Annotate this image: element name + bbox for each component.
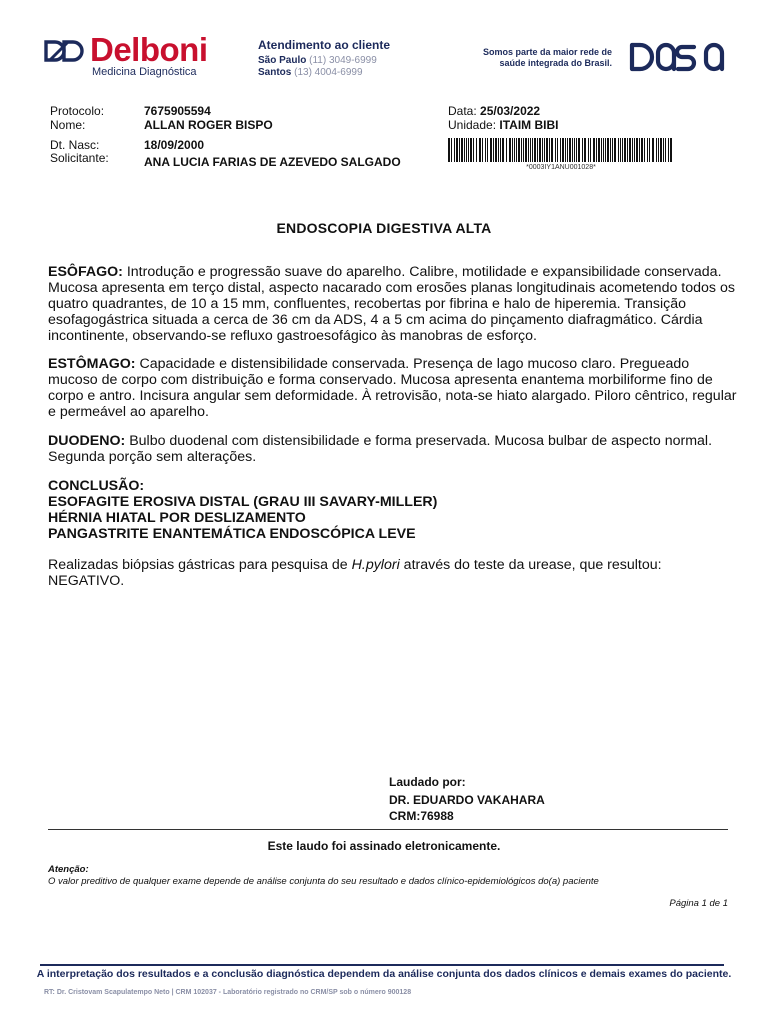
barcode-bar [549,138,550,162]
barcode-bar [576,138,577,162]
protocolo-value: 7675905594 [144,104,211,118]
barcode-bar [514,138,515,162]
divider-line [48,829,728,830]
unidade-value: ITAIM BIBI [499,118,559,132]
barcode-bar [470,138,472,162]
barcode-bar [670,138,672,162]
barcode-bar [620,138,621,162]
barcode-bar [596,138,597,162]
atencao-text: O valor preditivo de qualquer exame depende de análise conjunta do seu resultado e dados clínico-epidemiológicos do(a) paciente [48,876,599,887]
atencao-label: Atenção: [48,864,89,875]
nasc-value: 18/09/2000 [144,138,205,152]
barcode-bar [632,138,633,162]
brand-name: Delboni [90,31,208,68]
barcode-bar [588,138,589,162]
barcode-bar [530,138,531,162]
barcode-bar [448,138,450,162]
biopsia-text-pre: Realizadas biópsias gástricas para pesquisa de [48,557,352,573]
footer-disclaimer: A interpretação dos resultados e a conclusão diagnóstica dependem da análise conjunta dos dados clínicos e demais exames do paciente. [36,968,732,980]
barcode-bar [607,138,609,162]
barcode-bar [495,138,497,162]
barcode-bar [560,138,561,162]
dasa-tagline-line-1: Somos parte da maior rede de [482,47,612,57]
barcode-bar [479,138,481,162]
protocolo-label: Protocolo: [50,104,105,118]
barcode-bar [532,138,533,162]
duodeno-section [48,433,738,465]
doctor-name: DR. EDUARDO VAKAHARA [389,793,545,807]
barcode-bar [614,138,616,162]
barcode-bar [627,138,628,162]
barcode-bar [641,138,643,162]
barcode-bar [572,138,573,162]
barcode-bar [644,138,645,162]
barcode-bar [569,138,571,162]
barcode-bar [565,138,566,162]
santos-phone: (13) 4004-6999 [294,67,363,78]
data-field [448,104,540,118]
barcode-bar [473,138,474,162]
barcode-bar [624,138,626,162]
atendimento-title: Atendimento ao cliente [258,38,391,52]
barcode-bar [464,138,465,162]
footer-rt-info: RT: Dr. Cristovam Scapulatempo Neto | CRM 102037 - Laboratório registrado no CRM/SP sob o número 900128 [44,989,412,996]
barcode-bar [537,138,538,162]
barcode-bar [490,138,492,162]
data-label: Data: [448,104,477,118]
barcode-text: *0003IY1ANU001028* [526,164,596,171]
barcode-bar [622,138,623,162]
sao-paulo-city: São Paulo [258,55,307,66]
estomago-text: Capacidade e distensibilidade conservada. Presença de lago mucoso claro. Pregueado mucoso de corpo com distribuição e forma conservado. Mucosa apresenta enantema morbiliforme fino de corpo e antro. Incisura angular sem deformidade. À retrovisão, nota-se hiato alargado. Piloro cêntrico, regular e permeável ao aparelho. [48,356,737,420]
data-value: 25/03/2022 [480,104,541,118]
esofago-text: Introdução e progressão suave do aparelho. Calibre, motilidade e expansibilidade conservada. Mucosa apresenta em terço distal, aspecto nacarado com erosões planas longitudinais acometendo todos os quatro quadrantes, de 10 a 15 mm, confluentes, recobertas por fibrina e halo de hiperemia. Transição esofagogástrica situada a cerca de 36 cm da ADS, 4 a 5 cm acima do pinçamento diafragmático. Cárdia incontinente, observando-se refluxo gastroesofágico às manobras de esforço. [48,264,735,344]
conclusao-section [48,478,738,542]
biopsia-section [48,557,738,589]
barcode-bar [601,138,602,162]
barcode-bar [610,138,611,162]
brand-subtitle: Medicina Diagnóstica [92,66,197,78]
barcode-bar [663,138,664,162]
nome-value: ALLAN ROGER BISPO [144,118,273,132]
barcode-bar [485,138,486,162]
solicitante-value: ANA LUCIA FARIAS DE AZEVEDO SALGADO [144,155,401,169]
barcode-bar [493,138,494,162]
biopsia-text-post: através do teste da urease, que resultou: NEGATIVO. [48,557,662,589]
barcode-bar [582,138,583,162]
barcode-bar [649,138,650,162]
nasc-label: Dt. Nasc: [50,138,100,152]
barcode-bar [539,138,541,162]
barcode-bar [612,138,613,162]
barcode-bar [534,138,536,162]
barcode-bar [590,138,591,162]
barcode-bar [468,138,469,162]
barcode-bar [516,138,517,162]
barcode-bar [567,138,568,162]
unidade-field [448,118,559,132]
barcode-bar [512,138,513,162]
barcode-bar [652,138,654,162]
barcode-bar [605,138,606,162]
esofago-section [48,264,738,344]
sao-paulo-phone: (11) 3049-6999 [309,55,377,66]
barcode-image [448,138,674,162]
barcode-bar [451,138,452,162]
barcode-bar [459,138,460,162]
estomago-label: ESTÔMAGO: [48,356,136,372]
unidade-label: Unidade: [448,118,497,132]
barcode-bar [574,138,575,162]
dasa-tagline-line-2: saúde integrada do Brasil. [499,58,612,68]
barcode-bar [476,138,477,162]
doctor-crm: CRM:76988 [389,809,454,823]
laudado-label: Laudado por: [389,775,466,789]
barcode-bar [456,138,458,162]
barcode-bar [636,138,638,162]
barcode-bar [660,138,662,162]
barcode-bar [665,138,666,162]
signed-notice: Este laudo foi assinado eletronicamente. [267,839,501,853]
barcode-bar [668,138,669,162]
biopsia-organism: H.pylori [351,557,400,573]
barcode-bar [618,138,619,162]
barcode-bar [656,138,657,162]
conclusao-label: CONCLUSÃO: [48,478,145,494]
delboni-logo-icon [44,40,84,62]
barcode-bar [461,138,463,162]
barcode-bar [598,138,600,162]
duodeno-label: DUODENO: [48,433,126,449]
barcode-bar [658,138,659,162]
barcode-bar [603,138,604,162]
estomago-section [48,356,738,420]
barcode-bar [542,138,543,162]
conclusao-item-2: HÉRNIA HIATAL POR DESLIZAMENTO [48,510,306,526]
page-number: Página 1 de 1 [669,898,728,909]
dasa-tagline [462,47,612,69]
barcode-bar [639,138,640,162]
dasa-logo-icon [628,41,726,73]
barcode-bar [518,138,520,162]
barcode-bar [546,138,548,162]
barcode-bar [506,138,507,162]
barcode-bar [500,138,501,162]
barcode-bar [487,138,488,162]
barcode-bar [454,138,455,162]
barcode-bar [562,138,564,162]
solicitante-label: Solicitante: [50,151,109,165]
barcode-bar [555,138,556,162]
barcode-bar [498,138,499,162]
barcode-bar [502,138,504,162]
nome-label: Nome: [50,118,86,132]
barcode-bar [544,138,545,162]
santos-phone-line [258,67,363,79]
sao-paulo-phone-line [258,55,377,67]
barcode-bar [466,138,467,162]
barcode-bar [578,138,580,162]
barcode-bar [647,138,648,162]
barcode-bar [528,138,529,162]
barcode-bar [629,138,631,162]
esofago-label: ESÔFAGO: [48,264,123,280]
barcode-bar [509,138,511,162]
conclusao-item-1: ESOFAGITE EROSIVA DISTAL (GRAU III SAVARY-MILLER) [48,494,438,510]
santos-city: Santos [258,67,292,78]
barcode-bar [557,138,558,162]
duodeno-text: Bulbo duodenal com distensibilidade e forma preservada. Mucosa bulbar de aspecto normal. Segunda porção sem alterações. [48,433,713,465]
report-title: ENDOSCOPIA DIGESTIVA ALTA [276,220,492,236]
barcode-bar [482,138,483,162]
barcode-bar [523,138,524,162]
barcode-bar [584,138,586,162]
barcode-bar [551,138,553,162]
barcode-bar [593,138,595,162]
barcode-bar [521,138,522,162]
barcode-bar [634,138,635,162]
barcode-bar [525,138,527,162]
footer-divider-line [40,964,724,966]
conclusao-item-3: PANGASTRITE ENANTEMÁTICA ENDOSCÓPICA LEVE [48,526,416,542]
